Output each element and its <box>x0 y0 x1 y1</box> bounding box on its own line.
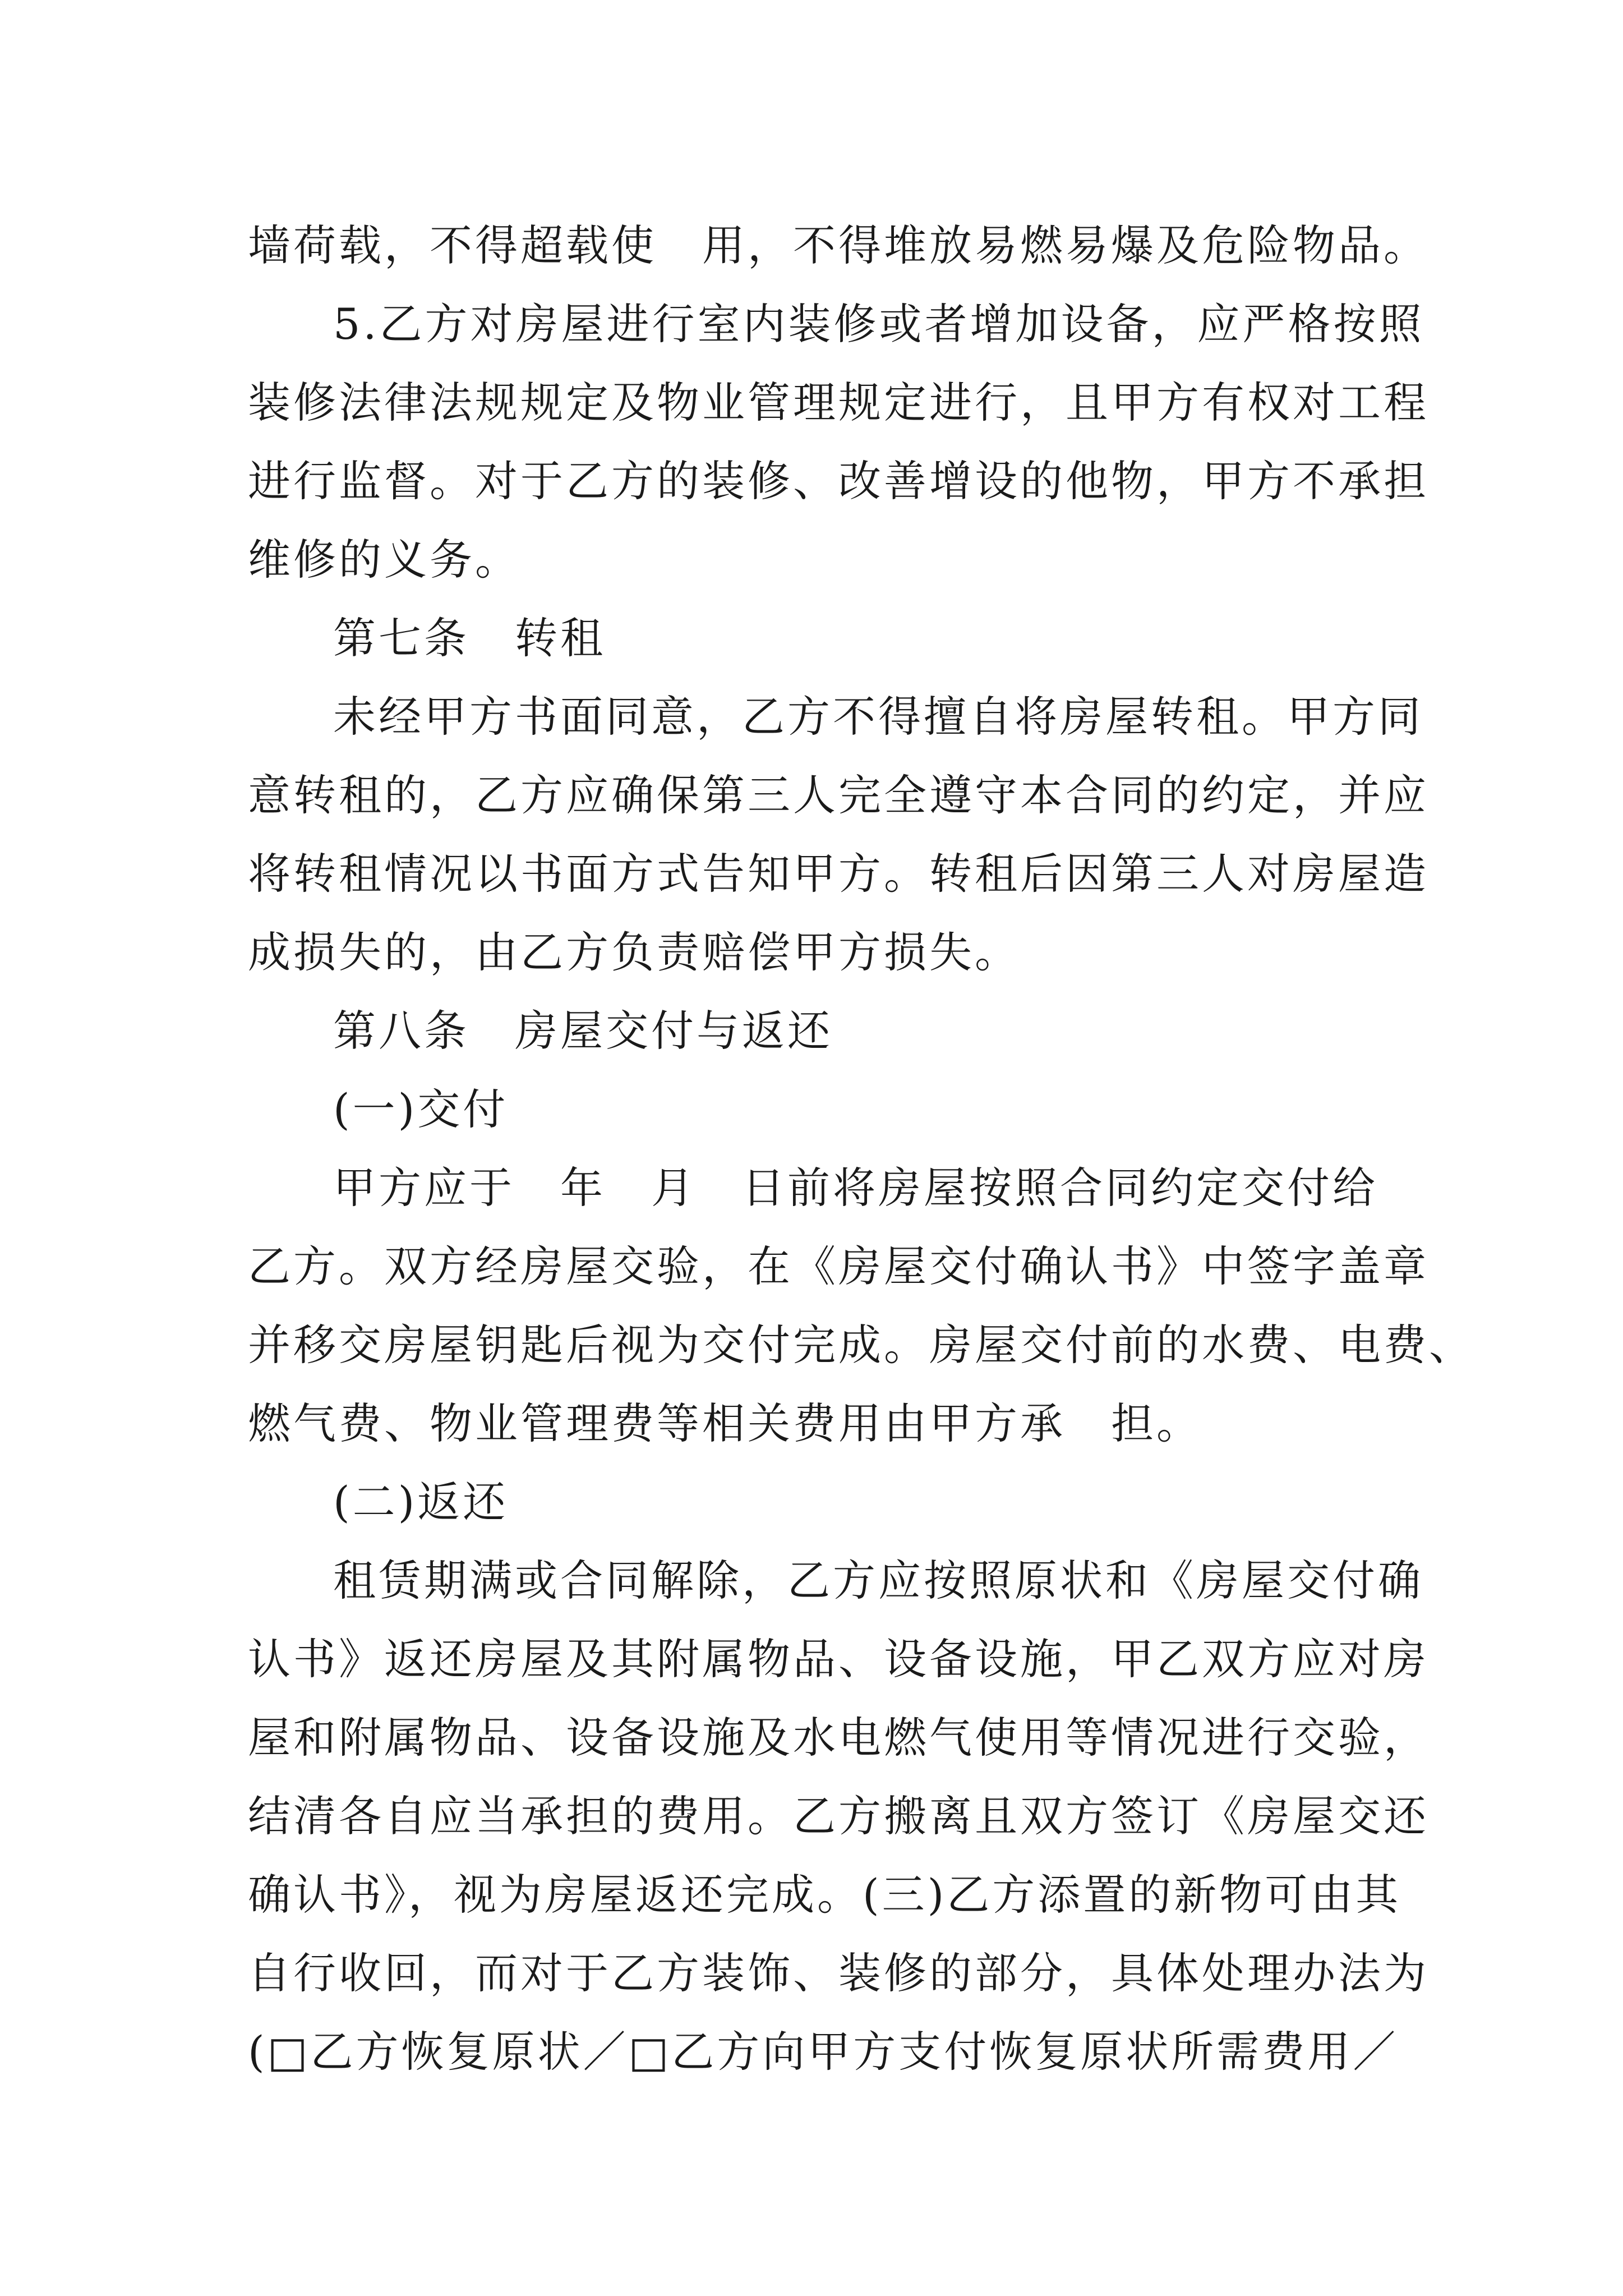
text-line: 确认书》，视为房屋返还完成。(三)乙方添置的新物可由其 <box>248 1870 1401 1920</box>
text-line: 成损失的，由乙方负责赔偿甲方损失。 <box>248 927 1020 977</box>
text-line: (□乙方恢复原状／□乙方向甲方支付恢复原状所需费用／ <box>248 2027 1399 2077</box>
text-line: 屋和附属物品、设备设施及水电燃气使用等情况进行交验， <box>248 1713 1429 1763</box>
subsection-heading: (一)交付 <box>333 1084 509 1134</box>
text-line: 将转租情况以书面方式告知甲方。转租后因第三人对房屋造 <box>248 849 1429 899</box>
text-line: 自行收回，而对于乙方装饰、装修的部分，具体处理办法为 <box>248 1948 1429 1998</box>
text-line: 装修法律法规规定及物业管理规定进行，且甲方有权对工程 <box>248 378 1429 427</box>
text-line: 墙荷载，不得超载使 用，不得堆放易燃易爆及危险物品。 <box>248 220 1429 270</box>
subsection-heading: (二)返还 <box>333 1477 509 1527</box>
text-line: 进行监督。对于乙方的装修、改善增设的他物，甲方不承担 <box>248 456 1429 506</box>
text-line: 租赁期满或合同解除，乙方应按照原状和《房屋交付确 <box>333 1556 1423 1605</box>
section-heading: 第七条 转租 <box>333 613 606 663</box>
text-line: 意转租的，乙方应确保第三人完全遵守本合同的约定，并应 <box>248 770 1429 820</box>
text-line: 结清各自应当承担的费用。乙方搬离且双方签订《房屋交还 <box>248 1791 1429 1841</box>
document-body <box>248 206 1474 2091</box>
text-line: 甲方应于 年 月 日前将房屋按照合同约定交付给 <box>333 1163 1378 1213</box>
section-heading: 第八条 房屋交付与返还 <box>333 1006 833 1056</box>
text-line: 维修的义务。 <box>248 535 520 585</box>
text-line: 并移交房屋钥匙后视为交付完成。房屋交付前的水费、电费、 <box>248 1320 1474 1370</box>
text-line: 乙方。双方经房屋交验，在《房屋交付确认书》中签字盖章 <box>248 1241 1429 1291</box>
text-line: 未经甲方书面同意，乙方不得擅自将房屋转租。甲方同 <box>333 692 1423 742</box>
text-line: 燃气费、物业管理费等相关费用由甲方承 担。 <box>248 1398 1202 1448</box>
text-line: 认书》返还房屋及其附属物品、设备设施，甲乙双方应对房 <box>248 1634 1429 1684</box>
text-line: 5.乙方对房屋进行室内装修或者增加设备，应严格按照 <box>333 299 1424 349</box>
